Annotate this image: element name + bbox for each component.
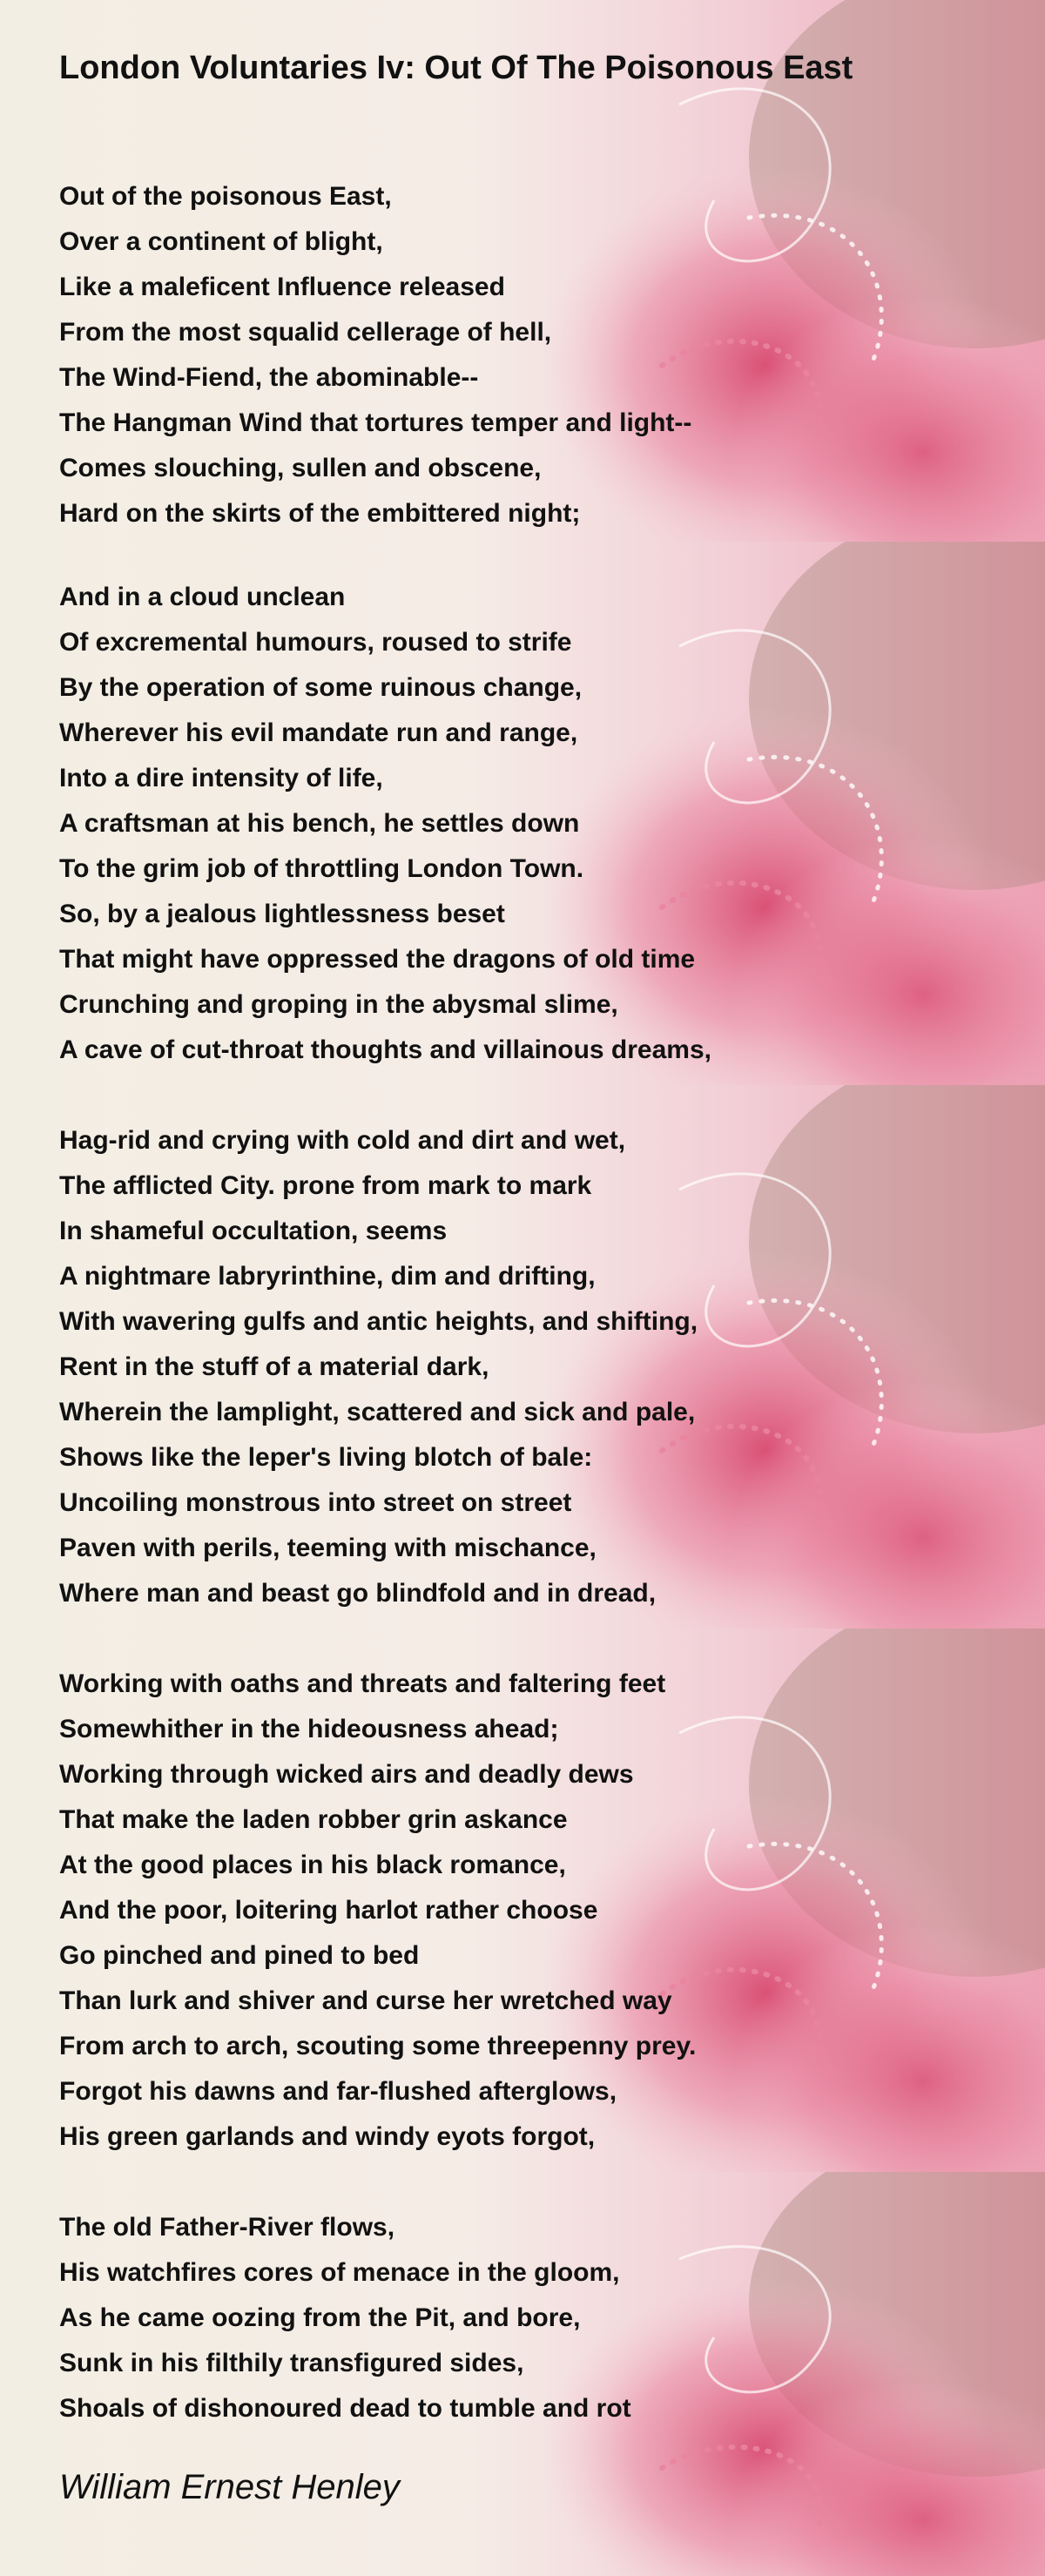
poem-line: Paven with perils, teeming with mischance,: [59, 1534, 597, 1562]
poem-line: A nightmare labryrinthine, dim and drifting,: [59, 1262, 596, 1291]
poem-line: In shameful occultation, seems: [59, 1217, 448, 1245]
poem-line: By the operation of some ruinous change,: [59, 673, 583, 702]
poem-line: From arch to arch, scouting some threepenny prey.: [59, 2032, 697, 2060]
background-panel-2: [0, 542, 1045, 1085]
poem-line: Crunching and groping in the abysmal slime,: [59, 990, 618, 1019]
background-panel-1: [0, 0, 1045, 542]
poem-line: Sunk in his filthily transfigured sides,: [59, 2349, 524, 2377]
poem-line: Forgot his dawns and far-flushed afterglows,: [59, 2077, 617, 2106]
poem-line: With wavering gulfs and antic heights, and shifting,: [59, 1307, 698, 1336]
poem-line: The afflicted City. prone from mark to mark: [59, 1171, 592, 1200]
poem-line: Shows like the leper's living blotch of bale:: [59, 1443, 593, 1472]
poem-line: Wherever his evil mandate run and range,: [59, 718, 578, 747]
poem-line: Than lurk and shiver and curse her wretched way: [59, 1986, 672, 2015]
poem-line: That might have oppressed the dragons of old time: [59, 945, 696, 974]
poem-line: So, by a jealous lightlessness beset: [59, 900, 505, 928]
poem-line: Over a continent of blight,: [59, 227, 383, 256]
poem-line: Out of the poisonous East,: [59, 182, 392, 211]
poem-line: At the good places in his black romance,: [59, 1851, 566, 1879]
poem-line: Into a dire intensity of life,: [59, 764, 383, 792]
poem-line: Hard on the skirts of the embittered night;: [59, 499, 581, 528]
poem-line: A cave of cut-throat thoughts and villainous dreams,: [59, 1035, 711, 1064]
poem-line: A craftsman at his bench, he settles down: [59, 809, 580, 838]
poem-line: Shoals of dishonoured dead to tumble and rot: [59, 2394, 631, 2423]
poem-line: Working through wicked airs and deadly dews: [59, 1760, 634, 1789]
poem-line: And in a cloud unclean: [59, 583, 346, 611]
poem-line: The old Father-River flows,: [59, 2213, 395, 2242]
poem-line: The Wind-Fiend, the abominable--: [59, 363, 479, 392]
background-panel-3: [0, 1085, 1045, 1629]
poem-author: William Ernest Henley: [59, 2468, 400, 2506]
poem-line: Somewhither in the hideousness ahead;: [59, 1715, 559, 1743]
poem-line: As he came oozing from the Pit, and bore,: [59, 2303, 581, 2332]
poem-line: Uncoiling monstrous into street on street: [59, 1488, 572, 1517]
poem-line: From the most squalid cellerage of hell,: [59, 318, 552, 347]
poem-line: Of excremental humours, roused to strife: [59, 628, 572, 657]
poem-line: The Hangman Wind that tortures temper and light--: [59, 408, 692, 437]
background-panel-5: [0, 2172, 1045, 2576]
poem-line: His green garlands and windy eyots forgot,: [59, 2122, 596, 2151]
background-panel-4: [0, 1629, 1045, 2172]
poem-line: That make the laden robber grin askance: [59, 1805, 568, 1834]
poem-line: To the grim job of throttling London Town.: [59, 854, 584, 883]
poem-line: And the poor, loitering harlot rather choose: [59, 1896, 598, 1925]
poem-line: Rent in the stuff of a material dark,: [59, 1352, 489, 1381]
poem-line: Hag-rid and crying with cold and dirt and wet,: [59, 1126, 626, 1155]
poem-line: His watchfires cores of menace in the gloom,: [59, 2258, 620, 2287]
poem-line: Wherein the lamplight, scattered and sick and pale,: [59, 1398, 696, 1426]
poem-line: Where man and beast go blindfold and in dread,: [59, 1579, 657, 1608]
poem-line: Comes slouching, sullen and obscene,: [59, 454, 542, 482]
poem-line: Go pinched and pined to bed: [59, 1941, 420, 1970]
poem-line: Working with oaths and threats and faltering feet: [59, 1669, 666, 1698]
poem-title: London Voluntaries Iv: Out Of The Poisonous East: [59, 50, 853, 86]
poem-line: Like a maleficent Influence released: [59, 273, 505, 301]
